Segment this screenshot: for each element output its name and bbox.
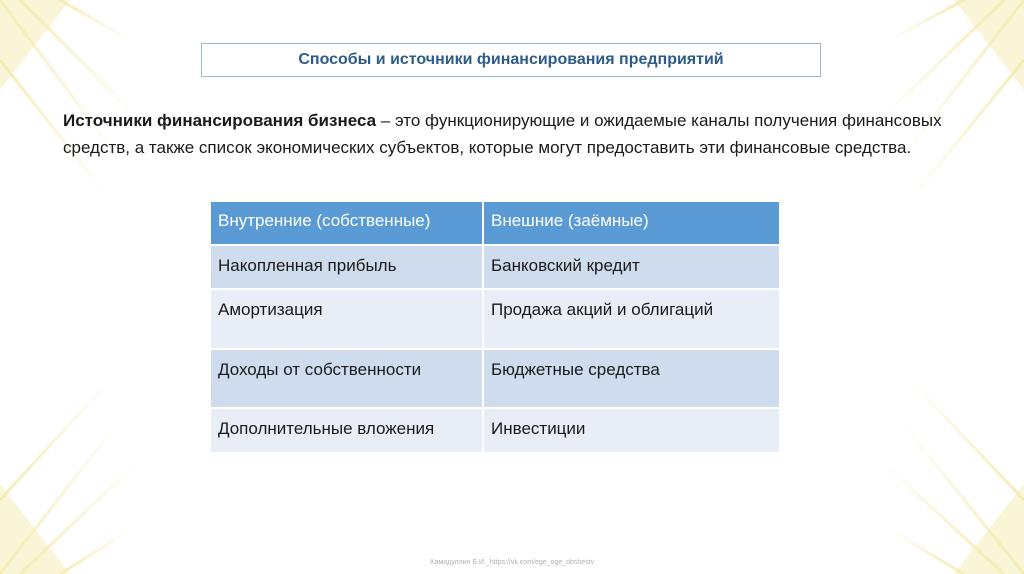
definition-paragraph: [63, 107, 963, 161]
table-row: [210, 408, 780, 453]
table-cell: Накопленная прибыль: [210, 245, 483, 289]
table-row: [210, 245, 780, 289]
table-cell: Бюджетные средства: [483, 349, 780, 408]
table-cell: Дополнительные вложения: [210, 408, 483, 453]
slide-title: Способы и источники финансирования предприятий: [298, 51, 724, 68]
title-box: [201, 43, 821, 77]
table-cell: Доходы от собственности: [210, 349, 483, 408]
table-cell: Инвестиции: [483, 408, 780, 453]
table-row: [210, 289, 780, 349]
table-cell: Продажа акций и облигаций: [483, 289, 780, 349]
table-header-row: [210, 201, 780, 245]
table-row: [210, 349, 780, 408]
table-cell: Банковский кредит: [483, 245, 780, 289]
financing-sources-table: [209, 200, 781, 454]
footer-credit: Хамидуллин Б.И._https://vk.com/ege_oge_obshestv: [429, 559, 595, 566]
definition-text: – это функционирующие и ожидаемые каналы получения финансовых средств, а также список экономических субъектов, которые могут предоставить эти финансовые средства.: [63, 111, 942, 157]
header-internal: Внутренние (собственные): [210, 201, 483, 245]
table-cell: Амортизация: [210, 289, 483, 349]
header-external: Внешние (заёмные): [483, 201, 780, 245]
definition-term: Источники финансирования бизнеса: [63, 111, 377, 130]
